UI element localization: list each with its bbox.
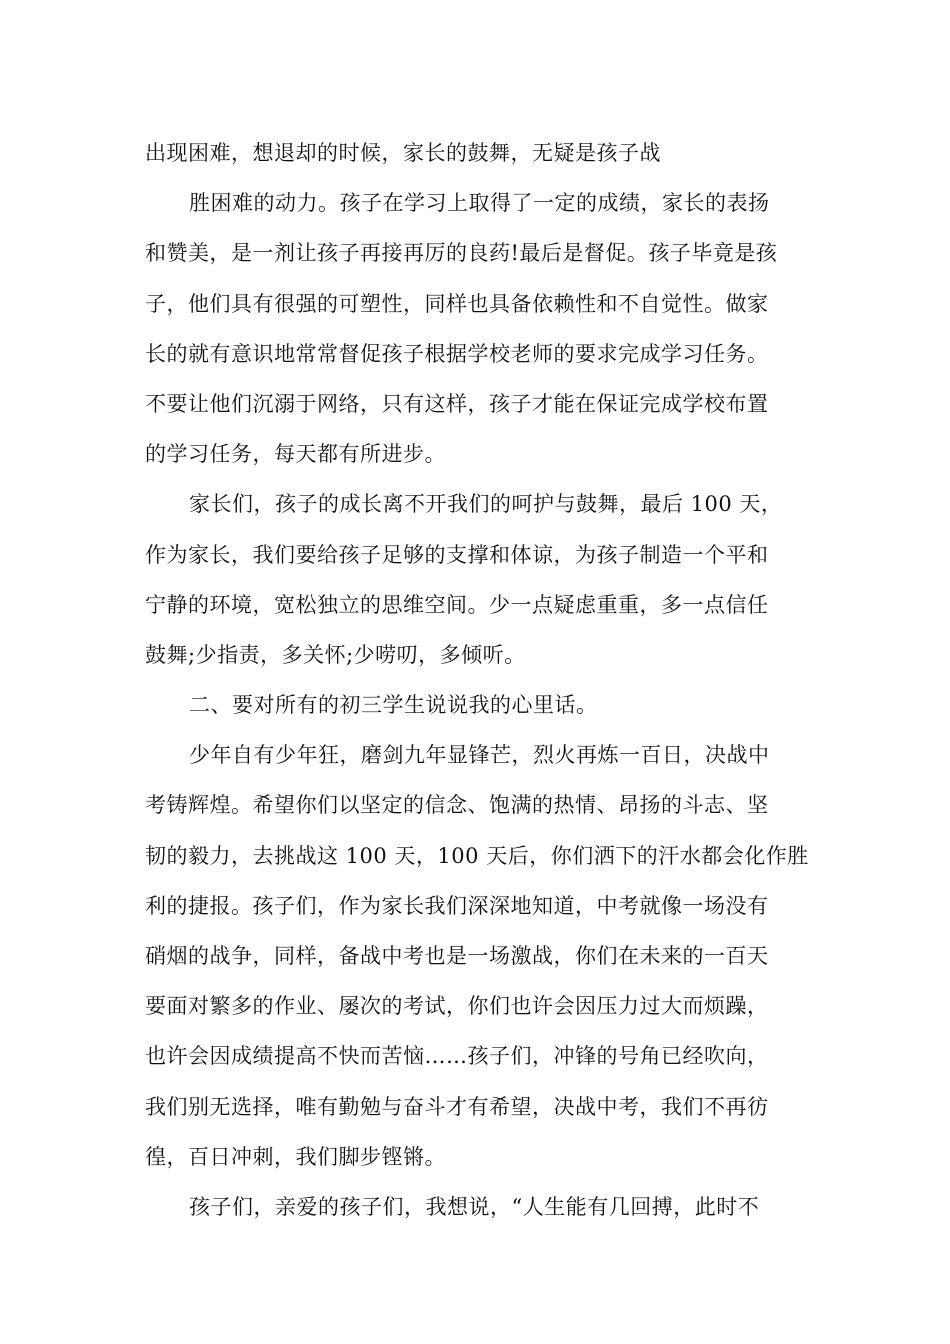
text-line: 孩子们，亲爱的孩子们，我想说，“人生能有几回搏，此时不: [189, 1194, 760, 1219]
text-line: 二、要对所有的初三学生说说我的心里话。: [189, 693, 598, 718]
text-line: 要面对繁多的作业、屡次的考试，你们也许会因压力过大而烦躁，: [145, 994, 769, 1019]
text-line: 不要让他们沉溺于网络，只有这样，孩子才能在保证完成学校布置: [145, 391, 769, 416]
text-line: 我们别无选择，唯有勤勉与奋斗才有希望，决战中考，我们不再彷: [145, 1094, 769, 1119]
text-line: 也许会因成绩提高不快而苦恼……孩子们，冲锋的号角已经吹向，: [145, 1044, 769, 1069]
text-line: 鼓舞;少指责，多关怀;少唠叨，多倾听。: [145, 642, 526, 667]
document-body: [145, 128, 810, 1232]
text-line: 长的就有意识地常常督促孩子根据学校老师的要求完成学习任务。: [145, 341, 769, 366]
text-line: 和赞美，是一剂让孩子再接再厉的良药!最后是督促。孩子毕竟是孩: [145, 241, 778, 266]
text-line: 徨，百日冲刺，我们脚步铿锵。: [145, 1144, 446, 1169]
text-line: 子，他们具有很强的可塑性，同样也具备依赖性和不自觉性。做家: [145, 291, 769, 316]
text-line: 作为家长，我们要给孩子足够的支撑和体谅，为孩子制造一个平和: [145, 542, 769, 567]
text-line: 利的捷报。孩子们，作为家长我们深深地知道，中考就像一场没有: [145, 893, 769, 918]
text-line: 韧的毅力，去挑战这 100 天，100 天后，你们洒下的汗水都会化作胜: [145, 843, 809, 868]
text-line: 少年自有少年狂，磨剑九年显锋芒，烈火再炼一百日，决战中: [189, 743, 770, 768]
text-line: 考铸辉煌。希望你们以坚定的信念、饱满的热情、昂扬的斗志、坚: [145, 793, 769, 818]
text-line: 硝烟的战争，同样，备战中考也是一场激战，你们在未来的一百天: [145, 944, 769, 968]
text-line: 家长们，孩子的成长离不开我们的呵护与鼓舞，最后 100 天，: [189, 492, 783, 517]
text-line: 出现困难，想退却的时候，家长的鼓舞，无疑是孩子战: [145, 141, 661, 165]
text-line: 宁静的环境，宽松独立的思维空间。少一点疑虑重重，多一点信任: [145, 592, 769, 617]
text-line: 的学习任务，每天都有所进步。: [145, 442, 446, 467]
text-line: 胜困难的动力。孩子在学习上取得了一定的成绩，家长的表扬: [189, 191, 770, 216]
